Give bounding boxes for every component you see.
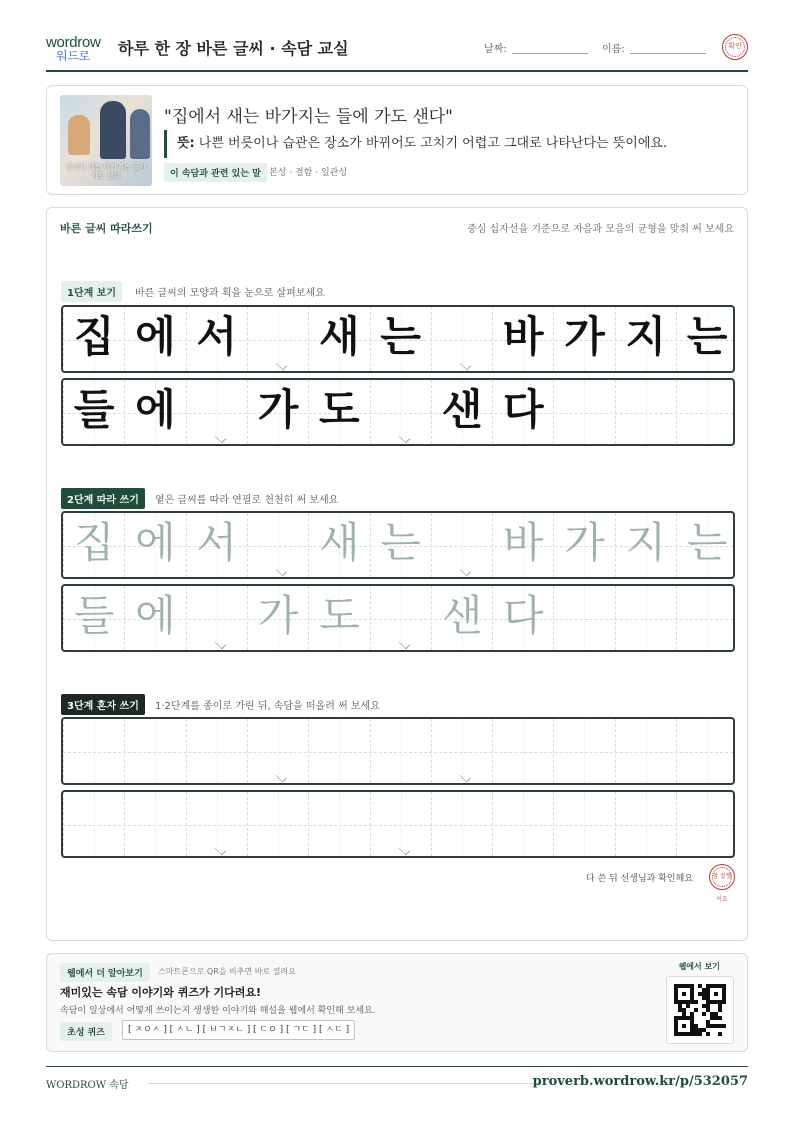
space-mark-icon — [403, 638, 415, 644]
grid-guide-line — [584, 586, 585, 650]
space-mark-icon — [280, 771, 292, 777]
writing-cell[interactable] — [676, 719, 735, 783]
space-mark-icon — [464, 359, 476, 365]
writing-cell — [431, 380, 492, 444]
logo-subtext: 워드로 — [56, 49, 90, 63]
writing-cell[interactable] — [615, 792, 676, 856]
grid-guide-line — [155, 792, 156, 856]
trace-glyph: 바 — [502, 518, 544, 567]
step-1-badge: 1단계 보기 — [61, 281, 122, 302]
space-mark-icon — [280, 359, 292, 365]
grid-guide-line — [278, 792, 279, 856]
writing-cell[interactable] — [676, 513, 735, 577]
writing-cell — [553, 307, 614, 371]
practice-title: 바른 글씨 따라쓰기 — [60, 222, 153, 235]
teacher-check-note: 다 쓴 뒤 선생님과 확인해요 — [585, 874, 693, 884]
grid-guide-line — [646, 792, 647, 856]
page-header — [46, 30, 748, 72]
example-glyph: 들 — [73, 385, 115, 434]
qr-hint: 스마트폰으로 QR을 비추면 바로 열려요 — [158, 967, 296, 976]
writing-cell — [63, 380, 124, 444]
step-2-badge: 2단계 따라 쓰기 — [61, 488, 145, 509]
qr-code-icon[interactable] — [674, 984, 726, 1036]
space-mark-icon — [280, 565, 292, 571]
trace-glyph: 는 — [380, 518, 421, 567]
step-2-description: 옅은 글씨를 따라 연필로 천천히 써 보세요 — [155, 495, 339, 506]
example-glyph: 다 — [502, 385, 544, 434]
writing-cell — [370, 380, 431, 444]
writing-cell — [431, 307, 492, 371]
writing-cell[interactable] — [124, 719, 185, 783]
related-words-label: 이 속담과 관련 있는 말 — [164, 163, 267, 182]
grid-guide-line — [401, 719, 402, 783]
example-glyph: 바 — [502, 312, 544, 361]
quiz-label: 초성 퀴즈 — [60, 1022, 112, 1041]
writing-cell[interactable] — [124, 792, 185, 856]
grid-guide-line — [94, 719, 95, 783]
grid-guide-line — [584, 719, 585, 783]
proverb-illustration — [60, 95, 152, 186]
writing-cell[interactable] — [247, 513, 308, 577]
confirm-stamp-icon: 확인 — [722, 34, 748, 60]
grid-guide-line — [462, 792, 463, 856]
related-words: 본성 · 결함 · 일관성 — [269, 168, 348, 178]
writing-cell — [247, 380, 308, 444]
proverb-heading: "집에서 새는 바가지는 들에 가도 샌다" — [164, 107, 453, 127]
trace-glyph: 서 — [196, 518, 238, 567]
step-3-badge: 3단계 혼자 쓰기 — [61, 694, 145, 715]
writing-cell[interactable] — [247, 792, 308, 856]
grid-guide-line — [339, 719, 340, 783]
date-label: 날짜: — [484, 44, 507, 55]
grid-guide-line — [646, 586, 647, 650]
example-glyph: 가 — [257, 385, 299, 434]
writing-cell — [615, 380, 676, 444]
writing-cell[interactable] — [431, 586, 492, 650]
writing-cell[interactable] — [308, 513, 369, 577]
writing-cell[interactable] — [676, 792, 735, 856]
trace-glyph: 가 — [257, 591, 299, 640]
name-label: 이름: — [602, 44, 625, 55]
writing-cell — [247, 307, 308, 371]
grid-guide-line — [584, 792, 585, 856]
grid-guide-line — [217, 719, 218, 783]
illustration-caption: 집에서 새는 바가지는 들에 가도 샌다 — [65, 163, 147, 180]
grid-guide-line — [707, 380, 708, 444]
writing-cell — [308, 307, 369, 371]
writing-cell — [492, 307, 553, 371]
grid-guide-line — [523, 792, 524, 856]
practice-instruction: 중심 십자선을 기준으로 자음과 모음의 균형을 맞춰 써 보세요 — [467, 224, 734, 235]
writing-cell[interactable] — [124, 513, 185, 577]
writing-cell[interactable] — [63, 513, 124, 577]
more-headline: 재미있는 속담 이야기와 퀴즈가 기다려요! — [60, 986, 261, 999]
example-glyph: 집 — [73, 312, 115, 361]
example-glyph: 도 — [319, 385, 360, 434]
grid-guide-line — [94, 792, 95, 856]
grid-guide-line — [339, 792, 340, 856]
writing-cell[interactable] — [124, 586, 185, 650]
writing-cell[interactable] — [370, 513, 431, 577]
illustration-figure — [130, 109, 150, 159]
footer-brand: WORDROW 속담 — [46, 1080, 129, 1091]
writing-cell[interactable] — [615, 719, 676, 783]
space-mark-icon — [219, 844, 231, 850]
writing-cell[interactable] — [247, 719, 308, 783]
space-mark-icon — [403, 844, 415, 850]
writing-cell[interactable] — [553, 513, 614, 577]
writing-cell[interactable] — [676, 586, 735, 650]
web-more-card — [46, 953, 748, 1052]
illustration-figure — [68, 115, 90, 155]
trace-glyph: 는 — [686, 518, 728, 567]
space-mark-icon — [464, 771, 476, 777]
writing-cell — [615, 307, 676, 371]
writing-cell[interactable] — [492, 586, 553, 650]
logo-text: wordrow — [46, 34, 101, 51]
grid-guide-line — [707, 792, 708, 856]
blank-row-1[interactable] — [61, 717, 735, 785]
writing-cell[interactable] — [186, 513, 247, 577]
example-glyph: 샌 — [441, 385, 483, 434]
grid-guide-line — [707, 586, 708, 650]
trace-glyph: 샌 — [441, 591, 483, 640]
qr-code-frame[interactable] — [666, 976, 734, 1044]
blank-row-2[interactable] — [61, 790, 735, 858]
writing-cell — [553, 380, 614, 444]
writing-cell[interactable] — [492, 792, 553, 856]
writing-cell[interactable] — [308, 719, 369, 783]
illustration-figure — [100, 101, 126, 159]
brand-logo[interactable] — [46, 34, 101, 63]
writing-cell[interactable] — [186, 586, 247, 650]
writing-cell[interactable] — [308, 792, 369, 856]
writing-cell[interactable] — [431, 513, 492, 577]
example-glyph: 서 — [196, 312, 238, 361]
writing-cell[interactable] — [553, 792, 614, 856]
writing-cell[interactable] — [186, 719, 247, 783]
writing-cell[interactable] — [431, 792, 492, 856]
writing-cell[interactable] — [370, 586, 431, 650]
trace-glyph: 집 — [73, 518, 115, 567]
example-glyph: 지 — [625, 312, 667, 361]
example-glyph: 는 — [686, 312, 728, 361]
footer-divider — [46, 1066, 748, 1067]
meaning-text: 나쁜 버릇이나 습관은 장소가 바뀌어도 고치기 어렵고 그대로 나타난다는 뜻이에요. — [198, 136, 668, 151]
web-more-badge: 웹에서 더 알아보기 — [60, 963, 150, 982]
writing-cell[interactable] — [247, 586, 308, 650]
example-glyph: 에 — [135, 312, 176, 361]
writing-cell — [492, 380, 553, 444]
handwriting-practice-card — [46, 207, 748, 941]
trace-glyph: 에 — [135, 591, 176, 640]
trace-glyph: 지 — [625, 518, 667, 567]
writing-cell[interactable] — [615, 586, 676, 650]
meaning-block — [164, 130, 667, 158]
proverb-intro-card — [46, 85, 748, 195]
writing-cell — [676, 307, 735, 371]
example-glyph: 는 — [380, 312, 421, 361]
trace-glyph: 다 — [502, 591, 544, 640]
space-mark-icon — [219, 638, 231, 644]
writing-cell — [186, 380, 247, 444]
grid-guide-line — [646, 719, 647, 783]
writing-cell[interactable] — [431, 719, 492, 783]
grid-guide-line — [155, 719, 156, 783]
writing-cell — [124, 307, 185, 371]
writing-cell[interactable] — [308, 586, 369, 650]
grid-guide-line — [523, 719, 524, 783]
trace-row-2[interactable] — [61, 584, 735, 652]
space-mark-icon — [403, 432, 415, 438]
step-1-description: 바른 글씨의 모양과 획을 눈으로 살펴보세요 — [135, 288, 325, 299]
space-mark-icon — [464, 565, 476, 571]
writing-cell[interactable] — [63, 586, 124, 650]
example-row-1 — [61, 305, 735, 373]
trace-row-1[interactable] — [61, 511, 735, 579]
writing-cell — [186, 307, 247, 371]
grid-guide-line — [646, 380, 647, 444]
example-glyph: 새 — [319, 312, 360, 361]
writing-cell[interactable] — [186, 792, 247, 856]
trace-glyph: 새 — [319, 518, 360, 567]
space-mark-icon — [219, 432, 231, 438]
writing-cell[interactable] — [370, 792, 431, 856]
chosung-quiz: [ ㅈㅇㅅ ] [ ㅅㄴ ] [ ㅂㄱㅈㄴ ] [ ㄷㅇ ] [ ㄱㄷ ] [ ㅅㄷ ] — [122, 1020, 355, 1040]
writing-cell[interactable] — [615, 513, 676, 577]
page-title: 하루 한 장 바른 글씨 · 속담 교실 — [118, 39, 349, 58]
example-row-2 — [61, 378, 735, 446]
writing-cell — [124, 380, 185, 444]
writing-cell[interactable] — [63, 792, 124, 856]
writing-cell — [63, 307, 124, 371]
more-description: 속담이 일상에서 어떻게 쓰이는지 생생한 이야기와 해설을 웹에서 확인해 보세요. — [60, 1006, 376, 1016]
name-field[interactable] — [630, 53, 706, 54]
writing-cell[interactable] — [63, 719, 124, 783]
web-view-label: 웹에서 보기 — [678, 962, 720, 971]
writing-cell[interactable] — [492, 513, 553, 577]
good-job-stamp-icon: 참 잘했어요 — [709, 864, 735, 890]
trace-glyph: 에 — [135, 518, 176, 567]
writing-cell — [308, 380, 369, 444]
meaning-label: 뜻: — [177, 136, 195, 151]
footer-url-link[interactable]: proverb.wordrow.kr/p/532057 — [532, 1074, 748, 1089]
writing-cell — [370, 307, 431, 371]
grid-guide-line — [584, 380, 585, 444]
writing-cell[interactable] — [553, 586, 614, 650]
writing-cell — [676, 380, 735, 444]
grid-guide-line — [707, 719, 708, 783]
trace-glyph: 가 — [564, 518, 605, 567]
trace-glyph: 들 — [73, 591, 115, 640]
writing-cell[interactable] — [370, 719, 431, 783]
example-glyph: 가 — [564, 312, 605, 361]
date-field[interactable] — [512, 53, 588, 54]
example-glyph: 에 — [135, 385, 176, 434]
footer-rule — [148, 1083, 538, 1084]
step-3-description: 1·2단계를 종이로 가린 뒤, 속담을 떠올려 써 보세요 — [155, 701, 380, 712]
writing-cell[interactable] — [492, 719, 553, 783]
writing-cell[interactable] — [553, 719, 614, 783]
trace-glyph: 도 — [319, 591, 360, 640]
